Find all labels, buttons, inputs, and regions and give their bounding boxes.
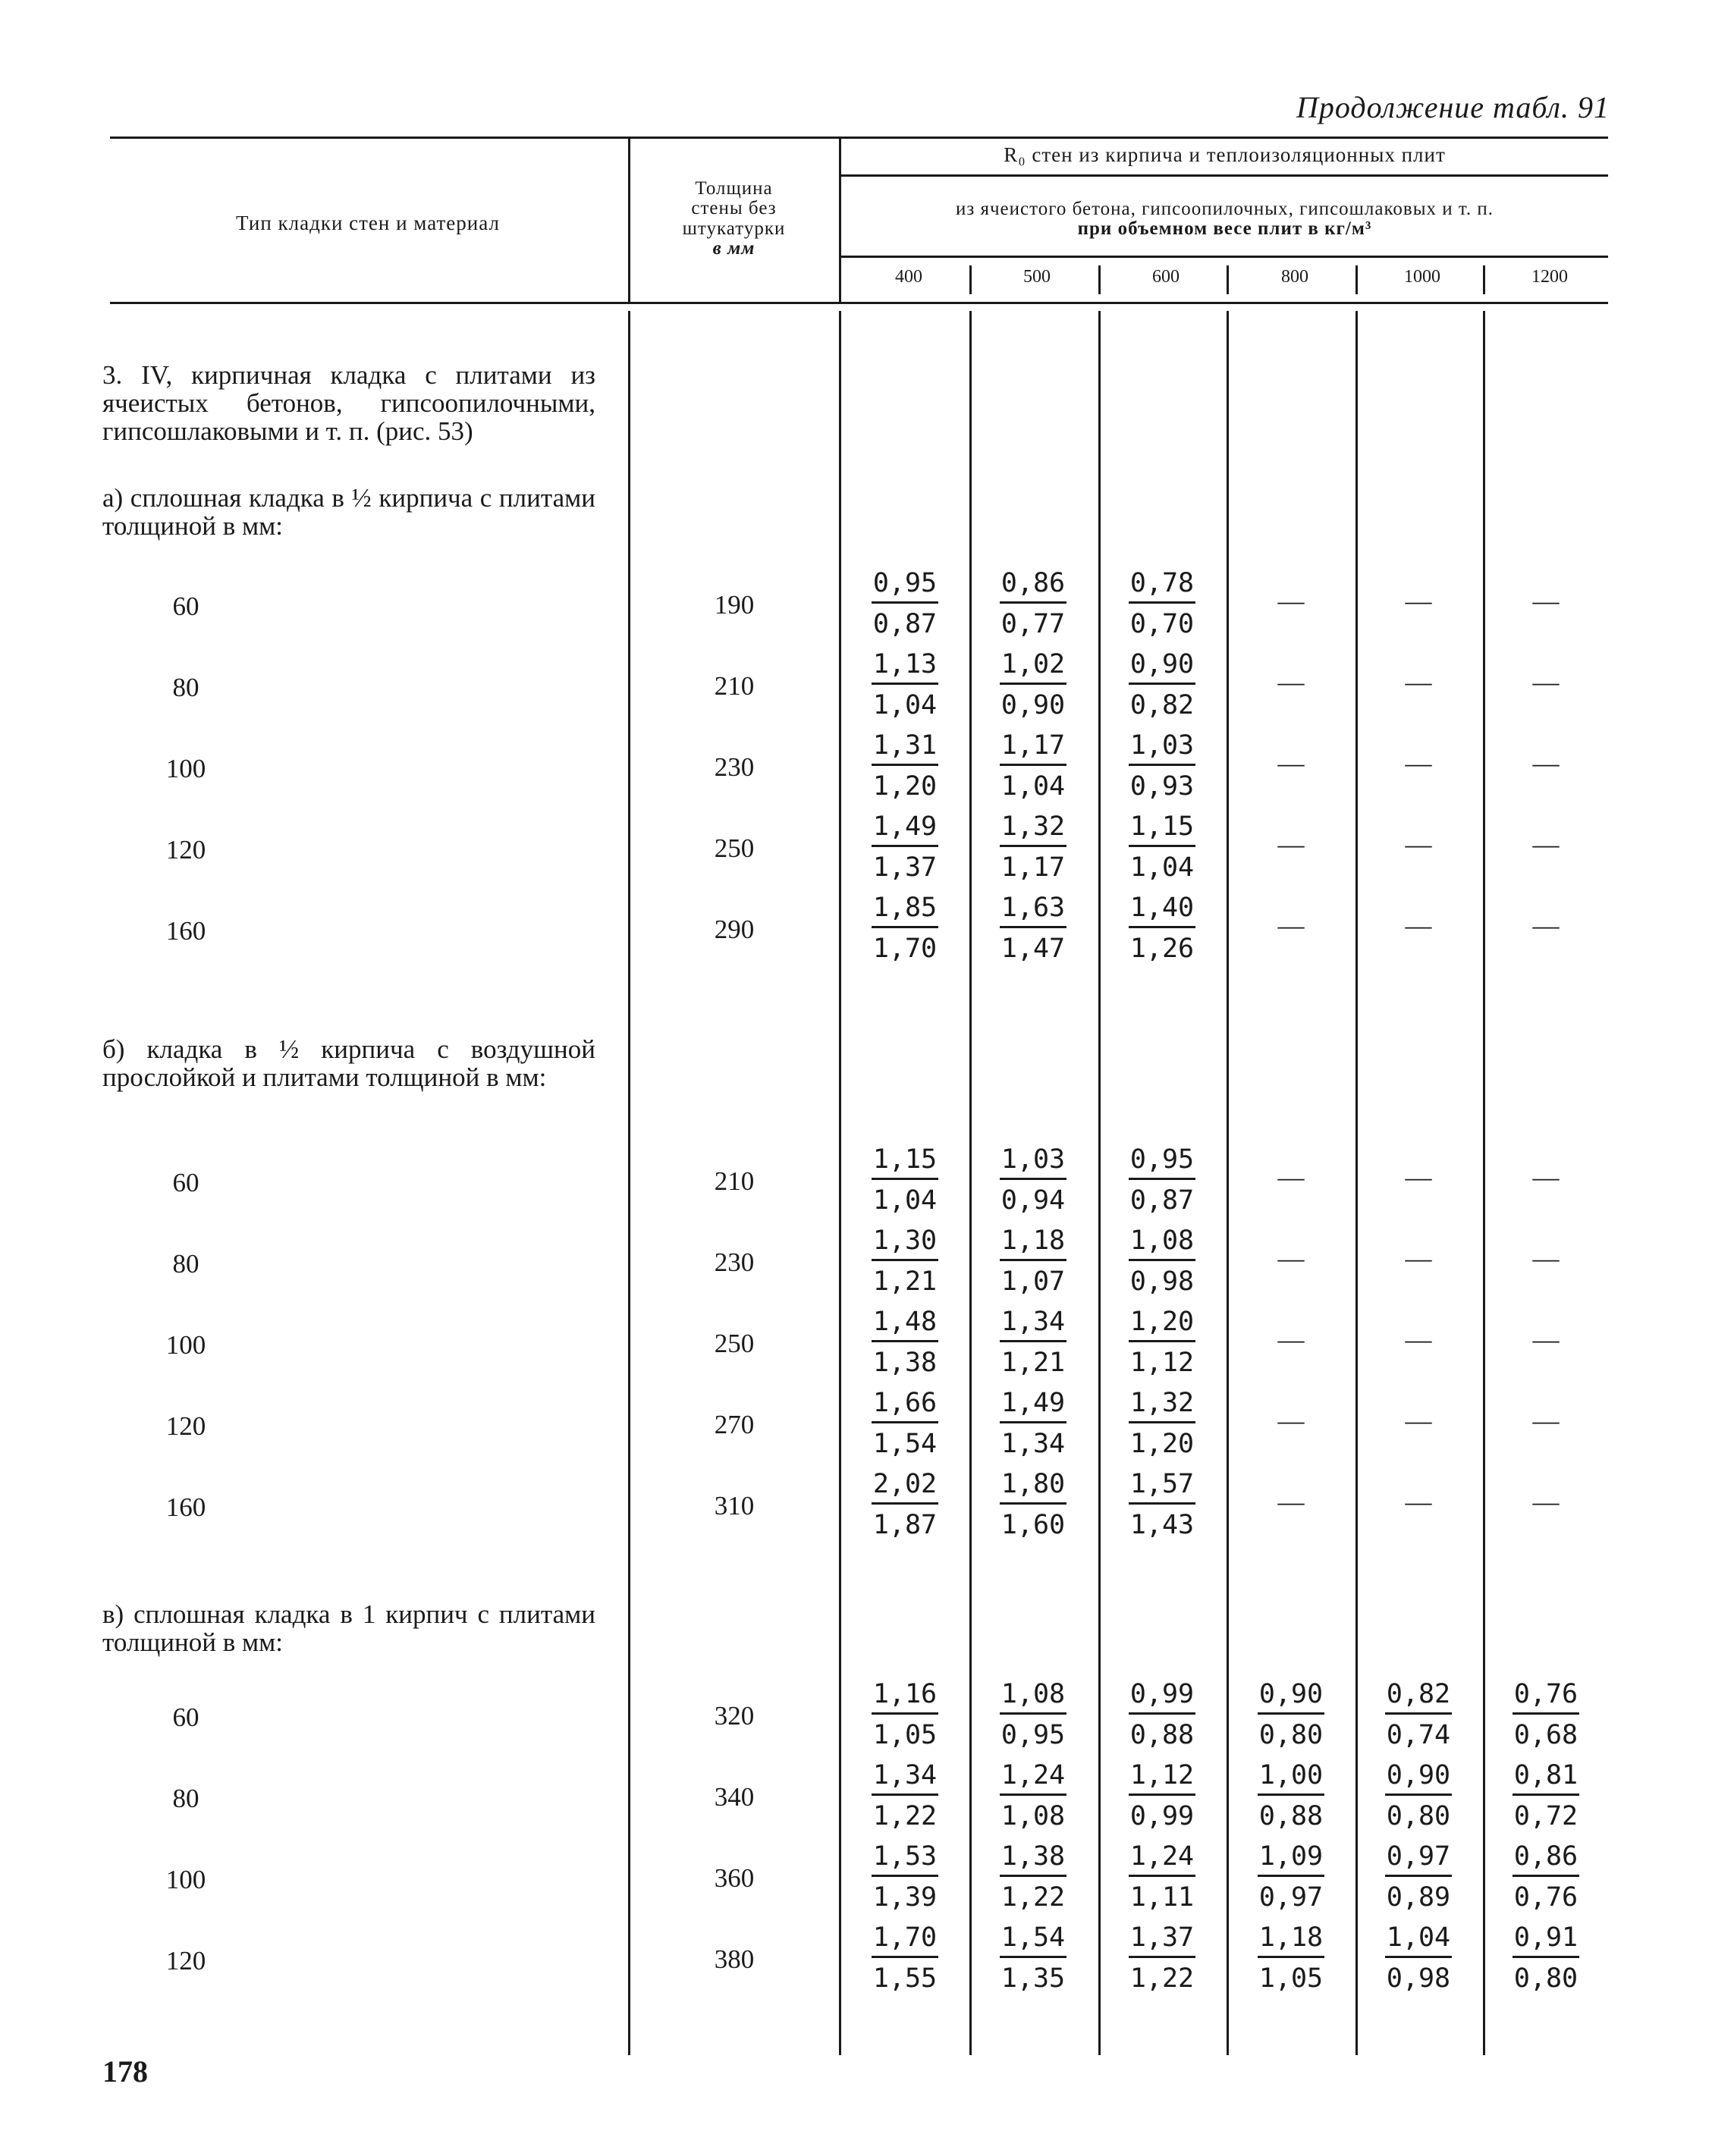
empty-value-dash: —: [1532, 586, 1560, 616]
r0-denominator: 0,80: [1258, 1720, 1324, 1750]
density-400: 400: [895, 267, 922, 287]
r0-fraction-cell: [1109, 1141, 1215, 1216]
empty-value-dash: —: [1277, 1406, 1305, 1436]
empty-value-dash: —: [1277, 667, 1305, 697]
r0-denominator: 1,04: [872, 690, 938, 720]
density-tick: [1227, 265, 1229, 294]
row-wall-thickness: 250: [714, 1329, 755, 1358]
r0-fraction-cell: [1109, 727, 1215, 802]
r0-numerator: 1,02: [1000, 649, 1066, 679]
r0-denominator: 0,94: [1000, 1185, 1066, 1216]
r0-numerator: 1,18: [1258, 1922, 1324, 1953]
r0-fraction-cell: [1493, 1757, 1599, 1832]
header-bottom-rule: [110, 302, 1608, 304]
r0-denominator: 1,21: [872, 1266, 938, 1297]
density-header-rule: [840, 256, 1608, 258]
density-500: 500: [1023, 267, 1051, 287]
row-wall-thickness: 230: [714, 1247, 755, 1277]
r0-fraction-cell: [980, 808, 1086, 883]
r0-fraction-cell: [1109, 1466, 1215, 1541]
r0-numerator: 1,04: [1386, 1922, 1451, 1953]
row-plate-size: 160: [165, 1492, 206, 1522]
row-wall-thickness: 230: [714, 752, 755, 782]
empty-value-dash: —: [1405, 1487, 1432, 1517]
r0-denominator: 1,43: [1129, 1510, 1195, 1540]
r0-denominator: 1,17: [1000, 852, 1066, 883]
r0-numerator: 1,85: [872, 893, 938, 923]
r0-numerator: 1,09: [1258, 1841, 1324, 1872]
row-wall-thickness: 190: [714, 590, 755, 620]
r0-fraction-cell: [852, 1304, 958, 1379]
r0-numerator: 1,32: [1129, 1388, 1195, 1418]
r0-fraction-cell: [980, 1838, 1086, 1913]
r0-fraction-cell: [852, 1757, 958, 1832]
r0-numerator: 0,99: [1129, 1679, 1195, 1709]
r0-fraction-cell: [1238, 1676, 1344, 1751]
r0-fraction-cell: [1109, 1757, 1215, 1832]
r0-fraction-cell: [1238, 1919, 1344, 1994]
r0-numerator: 1,15: [872, 1144, 938, 1175]
section-a-subheading: а) сплошная кладка в ½ кирпича с плитами толщиной в мм:: [102, 483, 595, 541]
r0-fraction-cell: [852, 1141, 958, 1216]
empty-value-dash: —: [1405, 586, 1432, 616]
r0-numerator: 0,97: [1386, 1841, 1451, 1872]
density-1200: 1200: [1531, 267, 1568, 287]
r0-numerator: 1,17: [1000, 730, 1066, 761]
r0-denominator: 1,11: [1129, 1882, 1195, 1913]
r0-denominator: 0,97: [1258, 1882, 1324, 1913]
empty-value-dash: —: [1532, 1325, 1560, 1354]
r0-fraction-cell: [1493, 1838, 1599, 1913]
r0-fraction-cell: [1109, 1676, 1215, 1751]
empty-value-dash: —: [1405, 748, 1432, 778]
col-r0-subheader: из ячеистого бетона, гипсоопилочных, гипсошлаковых и т. п. при объемном весе плит в кг/м³: [955, 199, 1494, 240]
empty-value-dash: —: [1277, 1487, 1305, 1517]
r0-denominator: 1,20: [872, 771, 938, 802]
row-wall-thickness: 310: [714, 1491, 755, 1520]
row-plate-size: 120: [165, 835, 206, 865]
r0-fraction-cell: [1109, 890, 1215, 965]
r0-denominator: 1,08: [1000, 1801, 1066, 1831]
empty-value-dash: —: [1405, 1406, 1432, 1436]
r0-numerator: 1,03: [1129, 730, 1195, 761]
r0-denominator: 1,34: [1000, 1429, 1066, 1459]
r0-numerator: 0,86: [1513, 1841, 1578, 1872]
r0-fraction-cell: [852, 1919, 958, 1994]
density-600: 600: [1152, 267, 1180, 287]
r0-denominator: 1,22: [1000, 1882, 1066, 1913]
r0-numerator: 1,38: [1000, 1841, 1066, 1872]
density-1000: 1000: [1404, 267, 1440, 287]
empty-value-dash: —: [1277, 911, 1305, 940]
empty-value-dash: —: [1405, 830, 1432, 859]
r0-denominator: 0,74: [1386, 1720, 1451, 1750]
row-wall-thickness: 210: [714, 1166, 755, 1196]
r0-numerator: 1,49: [1000, 1388, 1066, 1418]
r0-denominator: 0,70: [1129, 609, 1195, 639]
row-plate-size: 60: [172, 592, 199, 621]
r0-numerator: 0,90: [1129, 649, 1195, 679]
r0-numerator: 1,63: [1000, 893, 1066, 923]
body-divider: [628, 311, 630, 2055]
r0-denominator: 1,37: [872, 852, 938, 883]
r0-denominator: 0,87: [872, 609, 938, 639]
r0-fraction-cell: [980, 1757, 1086, 1832]
r0-fraction-cell: [1109, 565, 1215, 640]
row-wall-thickness: 340: [714, 1782, 755, 1812]
r0-fraction-cell: [980, 646, 1086, 721]
empty-value-dash: —: [1405, 667, 1432, 697]
continuation-title: Продолжение табл. 91: [1296, 90, 1610, 124]
r0-numerator: 1,24: [1129, 1841, 1195, 1872]
r0-fraction-cell: [1109, 646, 1215, 721]
r0-numerator: 1,20: [1129, 1307, 1195, 1337]
r0-numerator: 1,16: [872, 1679, 938, 1709]
r0-numerator: 1,34: [872, 1760, 938, 1790]
r0-numerator: 1,32: [1000, 811, 1066, 842]
r0-denominator: 0,93: [1129, 771, 1195, 802]
row-wall-thickness: 270: [714, 1410, 755, 1439]
empty-value-dash: —: [1277, 830, 1305, 859]
r0-denominator: 1,39: [872, 1882, 938, 1913]
r0-denominator: 0,68: [1513, 1720, 1578, 1750]
r0-fraction-cell: [852, 1466, 958, 1541]
r0-numerator: 1,18: [1000, 1225, 1066, 1256]
r0-denominator: 1,35: [1000, 1963, 1066, 1994]
r0-denominator: 1,05: [1258, 1963, 1324, 1994]
r0-fraction-cell: [980, 1466, 1086, 1541]
r0-numerator: 1,30: [872, 1225, 938, 1256]
density-tick: [1098, 265, 1101, 294]
r0-denominator: 0,87: [1129, 1185, 1195, 1216]
r0-denominator: 1,21: [1000, 1348, 1066, 1378]
r0-fraction-cell: [980, 1919, 1086, 1994]
row-plate-size: 80: [172, 1249, 199, 1279]
r0-numerator: 2,02: [872, 1469, 938, 1499]
r0-denominator: 0,76: [1513, 1882, 1578, 1913]
r0-denominator: 1,22: [1129, 1963, 1195, 1994]
r0-denominator: 1,20: [1129, 1429, 1195, 1459]
row-plate-size: 100: [165, 1865, 206, 1894]
col-type-header: Тип кладки стен и материал: [236, 212, 500, 234]
row-wall-thickness: 380: [714, 1944, 755, 1974]
r0-numerator: 0,82: [1386, 1679, 1451, 1709]
r0-denominator: 1,04: [1129, 852, 1195, 883]
empty-value-dash: —: [1277, 1163, 1305, 1192]
r0-numerator: 1,49: [872, 811, 938, 842]
r0-fraction-cell: [980, 1385, 1086, 1460]
r0-denominator: 1,54: [872, 1429, 938, 1459]
r0-denominator: 1,04: [1000, 771, 1066, 802]
row-plate-size: 160: [165, 916, 206, 946]
col-r0-header: R₀ стен из кирпича и теплоизоляционных плит: [1004, 143, 1446, 166]
r0-denominator: 1,04: [872, 1185, 938, 1216]
r0-fraction-cell: [1238, 1757, 1344, 1832]
r0-denominator: 1,55: [872, 1963, 938, 1994]
row-plate-size: 80: [172, 1784, 199, 1813]
r0-fraction-cell: [1109, 1222, 1215, 1298]
r0-fraction-cell: [980, 1304, 1086, 1379]
r0-numerator: 1,24: [1000, 1760, 1066, 1790]
empty-value-dash: —: [1532, 1163, 1560, 1192]
body-divider: [1098, 311, 1101, 2055]
r0-fraction-cell: [1493, 1919, 1599, 1994]
r0-fraction-cell: [852, 646, 958, 721]
r0-numerator: 1,12: [1129, 1760, 1195, 1790]
r0-numerator: 0,78: [1129, 568, 1195, 598]
r0-numerator: 0,86: [1000, 568, 1066, 598]
empty-value-dash: —: [1405, 1163, 1432, 1192]
r0-numerator: 0,91: [1513, 1922, 1578, 1953]
row-wall-thickness: 320: [714, 1701, 755, 1731]
r0-fraction-cell: [1109, 1838, 1215, 1913]
r0-fraction-cell: [1365, 1838, 1472, 1913]
r0-denominator: 1,38: [872, 1348, 938, 1378]
r0-fraction-cell: [852, 565, 958, 640]
body-divider: [1355, 311, 1358, 2055]
r0-denominator: 1,60: [1000, 1510, 1066, 1540]
r0-fraction-cell: [1238, 1838, 1344, 1913]
section-heading: 3. IV, кирпичная кладка с плитами из ячеистых бетонов, гипсоопилочными, гипсошлаковыми и т. п. (рис. 53): [102, 360, 595, 446]
table-top-rule: [110, 137, 1608, 139]
r0-numerator: 1,15: [1129, 811, 1195, 842]
r0-fraction-cell: [980, 565, 1086, 640]
empty-value-dash: —: [1405, 911, 1432, 940]
row-wall-thickness: 360: [714, 1863, 755, 1893]
r0-fraction-cell: [852, 808, 958, 883]
r0-denominator: 1,05: [872, 1720, 938, 1750]
r0-denominator: 1,12: [1129, 1348, 1195, 1378]
empty-value-dash: —: [1532, 1487, 1560, 1517]
r0-denominator: 0,90: [1000, 690, 1066, 720]
body-divider: [839, 311, 841, 2055]
r0-numerator: 1,40: [1129, 893, 1195, 923]
empty-value-dash: —: [1277, 1325, 1305, 1354]
empty-value-dash: —: [1277, 586, 1305, 616]
r0-denominator: 0,80: [1513, 1963, 1578, 1994]
r0-numerator: 1,80: [1000, 1469, 1066, 1499]
r0-fraction-cell: [852, 727, 958, 802]
empty-value-dash: —: [1532, 1244, 1560, 1273]
density-tick: [1355, 265, 1358, 294]
r0-fraction-cell: [1109, 808, 1215, 883]
r0-fraction-cell: [980, 890, 1086, 965]
r0-fraction-cell: [1493, 1676, 1599, 1751]
r0-numerator: 1,70: [872, 1922, 938, 1953]
r0-fraction-cell: [1365, 1757, 1472, 1832]
empty-value-dash: —: [1405, 1325, 1432, 1354]
r0-numerator: 1,31: [872, 730, 938, 761]
row-wall-thickness: 290: [714, 915, 755, 944]
row-plate-size: 120: [165, 1411, 206, 1441]
r0-numerator: 1,34: [1000, 1307, 1066, 1337]
r0-denominator: 0,80: [1386, 1801, 1451, 1831]
r0-fraction-cell: [852, 1385, 958, 1460]
r0-fraction-cell: [980, 1676, 1086, 1751]
r0-denominator: 0,95: [1000, 1720, 1066, 1750]
empty-value-dash: —: [1405, 1244, 1432, 1273]
empty-value-dash: —: [1532, 911, 1560, 940]
row-plate-size: 100: [165, 754, 206, 783]
r0-denominator: 1,87: [872, 1510, 938, 1540]
row-plate-size: 60: [172, 1168, 199, 1197]
r0-fraction-cell: [980, 1222, 1086, 1298]
r0-fraction-cell: [852, 1222, 958, 1298]
empty-value-dash: —: [1532, 748, 1560, 778]
empty-value-dash: —: [1532, 1406, 1560, 1436]
row-wall-thickness: 210: [714, 671, 755, 701]
r0-numerator: 1,37: [1129, 1922, 1195, 1953]
r0-numerator: 1,13: [872, 649, 938, 679]
r0-denominator: 0,77: [1000, 609, 1066, 639]
density-tick: [1483, 265, 1485, 294]
header-divider-1: [628, 137, 630, 302]
r0-denominator: 0,88: [1129, 1720, 1195, 1750]
r0-denominator: 0,98: [1386, 1963, 1451, 1994]
r0-numerator: 0,76: [1513, 1679, 1578, 1709]
r0-denominator: 1,47: [1000, 934, 1066, 964]
density-tick: [969, 265, 972, 294]
row-wall-thickness: 250: [714, 833, 755, 863]
r0-numerator: 1,66: [872, 1388, 938, 1418]
r0-numerator: 1,57: [1129, 1469, 1195, 1499]
r0-numerator: 1,48: [872, 1307, 938, 1337]
r0-numerator: 1,03: [1000, 1144, 1066, 1175]
r0-denominator: 1,22: [872, 1801, 938, 1831]
r0-fraction-cell: [1109, 1304, 1215, 1379]
r0-numerator: 0,95: [1129, 1144, 1195, 1175]
body-divider: [969, 311, 972, 2055]
r0-fraction-cell: [980, 1141, 1086, 1216]
r0-denominator: 1,70: [872, 934, 938, 964]
r0-denominator: 0,88: [1258, 1801, 1324, 1831]
r0-numerator: 0,90: [1386, 1760, 1451, 1790]
empty-value-dash: —: [1532, 830, 1560, 859]
r0-fraction-cell: [852, 890, 958, 965]
r0-denominator: 0,89: [1386, 1882, 1451, 1913]
body-divider: [1227, 311, 1229, 2055]
r0-fraction-cell: [980, 727, 1086, 802]
r0-numerator: 1,08: [1000, 1679, 1066, 1709]
header-divider-2: [839, 137, 841, 302]
r0-fraction-cell: [1109, 1919, 1215, 1994]
r0-numerator: 1,53: [872, 1841, 938, 1872]
r0-denominator: 1,07: [1000, 1266, 1066, 1297]
r0-denominator: 0,98: [1129, 1266, 1195, 1297]
r0-numerator: 0,81: [1513, 1760, 1578, 1790]
r0-denominator: 0,99: [1129, 1801, 1195, 1831]
empty-value-dash: —: [1532, 667, 1560, 697]
page-number: 178: [102, 2054, 148, 2089]
r0-numerator: 1,54: [1000, 1922, 1066, 1953]
col-thickness-header: Толщина стены без штукатурки в мм: [682, 178, 786, 259]
r0-header-rule: [840, 174, 1608, 177]
r0-numerator: 1,08: [1129, 1225, 1195, 1256]
section-c-subheading: в) сплошная кладка в 1 кирпич с плитами толщиной в мм:: [102, 1599, 595, 1657]
row-plate-size: 120: [165, 1946, 206, 1976]
r0-denominator: 1,26: [1129, 934, 1195, 964]
row-plate-size: 100: [165, 1330, 206, 1360]
r0-fraction-cell: [852, 1838, 958, 1913]
r0-denominator: 0,82: [1129, 690, 1195, 720]
empty-value-dash: —: [1277, 1244, 1305, 1273]
section-b-subheading: б) кладка в ½ кирпича с воздушной прослойкой и плитами толщиной в мм:: [102, 1034, 595, 1092]
r0-fraction-cell: [852, 1676, 958, 1751]
r0-fraction-cell: [1109, 1385, 1215, 1460]
empty-value-dash: —: [1277, 748, 1305, 778]
density-800: 800: [1281, 267, 1308, 287]
r0-numerator: 1,00: [1258, 1760, 1324, 1790]
r0-numerator: 0,90: [1258, 1679, 1324, 1709]
body-divider: [1483, 311, 1485, 2055]
r0-denominator: 0,72: [1513, 1801, 1578, 1831]
r0-fraction-cell: [1365, 1676, 1472, 1751]
row-plate-size: 80: [172, 673, 199, 702]
r0-numerator: 0,95: [872, 568, 938, 598]
row-plate-size: 60: [172, 1703, 199, 1732]
r0-fraction-cell: [1365, 1919, 1472, 1994]
